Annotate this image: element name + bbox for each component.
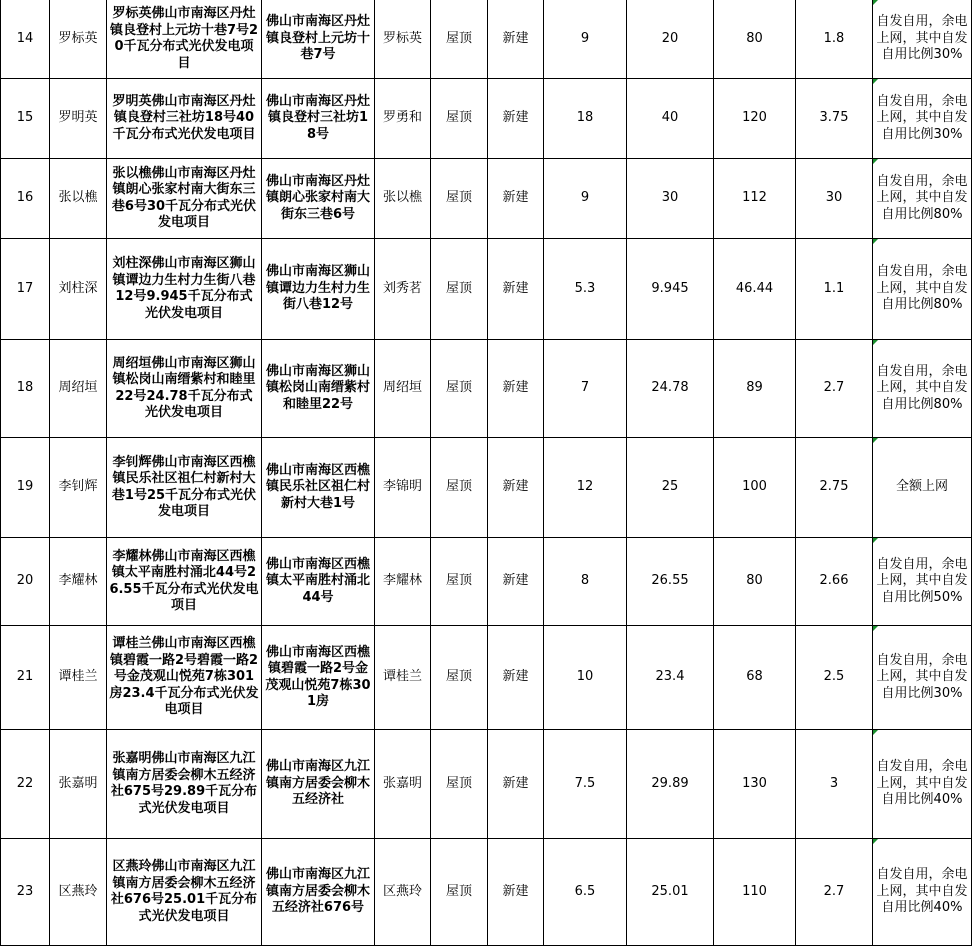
- cell-project-name: 罗标英佛山市南海区丹灶镇良登村上元坊十巷7号20千瓦分布式光伏发电项目: [107, 0, 262, 79]
- table-row: [1, 340, 972, 438]
- cell-address: 佛山市南海区狮山镇谭边力生村力生街八巷12号: [262, 239, 375, 340]
- cell-capacity: 29.89: [627, 730, 714, 839]
- cell-annual: 2.7: [796, 839, 873, 946]
- cell-area: 10: [544, 626, 627, 730]
- cell-capacity: 25: [627, 438, 714, 538]
- cell-address: 佛山市南海区丹灶镇良登村三社坊18号: [262, 79, 375, 159]
- cell-project-name: 李钊辉佛山市南海区西樵镇民乐社区祖仁村新村大巷1号25千瓦分布式光伏发电项目: [107, 438, 262, 538]
- cell-area: 9: [544, 0, 627, 79]
- cell-project-name: 刘柱深佛山市南海区狮山镇谭边力生村力生街八巷12号9.945千瓦分布式光伏发电项目: [107, 239, 262, 340]
- cell-no: 17: [1, 239, 50, 340]
- cell-address: 佛山市南海区西樵镇碧霞一路2号金茂观山悦苑7栋301房: [262, 626, 375, 730]
- cell-grid-mode: 自发自用，余电上网，其中自发自用比例40%: [873, 839, 972, 946]
- cell-address: 佛山市南海区狮山镇松岗山南缙紫村和睦里22号: [262, 340, 375, 438]
- cell-grid-mode: 自发自用，余电上网，其中自发自用比例40%: [873, 730, 972, 839]
- cell-annual: 1.1: [796, 239, 873, 340]
- cell-applicant: 周绍垣: [50, 340, 107, 438]
- cell-project-name: 张以樵佛山市南海区丹灶镇朗心张家村南大街东三巷6号30千瓦分布式光伏发电项目: [107, 159, 262, 239]
- cell-status: 新建: [488, 0, 544, 79]
- cell-no: 22: [1, 730, 50, 839]
- cell-grid-mode: 全额上网: [873, 438, 972, 538]
- cell-owner: 罗勇和: [375, 79, 431, 159]
- cell-no: 20: [1, 538, 50, 626]
- cell-investment: 89: [714, 340, 796, 438]
- cell-install-type: 屋顶: [431, 79, 488, 159]
- cell-area: 8: [544, 538, 627, 626]
- cell-capacity: 25.01: [627, 839, 714, 946]
- cell-owner: 罗标英: [375, 0, 431, 79]
- cell-owner: 张嘉明: [375, 730, 431, 839]
- cell-owner: 谭桂兰: [375, 626, 431, 730]
- table-row: [1, 239, 972, 340]
- cell-status: 新建: [488, 438, 544, 538]
- cell-annual: 2.75: [796, 438, 873, 538]
- cell-annual: 2.66: [796, 538, 873, 626]
- cell-capacity: 40: [627, 79, 714, 159]
- cell-grid-mode: 自发自用，余电上网，其中自发自用比例30%: [873, 79, 972, 159]
- cell-applicant: 谭桂兰: [50, 626, 107, 730]
- cell-status: 新建: [488, 626, 544, 730]
- cell-grid-mode: 自发自用，余电上网，其中自发自用比例80%: [873, 159, 972, 239]
- table-row: [1, 730, 972, 839]
- cell-no: 19: [1, 438, 50, 538]
- cell-owner: 张以樵: [375, 159, 431, 239]
- cell-applicant: 罗标英: [50, 0, 107, 79]
- cell-applicant: 刘柱深: [50, 239, 107, 340]
- cell-annual: 3.75: [796, 79, 873, 159]
- cell-install-type: 屋顶: [431, 438, 488, 538]
- cell-investment: 100: [714, 438, 796, 538]
- cell-owner: 刘秀茗: [375, 239, 431, 340]
- cell-area: 6.5: [544, 839, 627, 946]
- cell-address: 佛山市南海区丹灶镇朗心张家村南大街东三巷6号: [262, 159, 375, 239]
- cell-investment: 68: [714, 626, 796, 730]
- cell-status: 新建: [488, 839, 544, 946]
- table-body: [1, 0, 972, 946]
- cell-owner: 区燕玲: [375, 839, 431, 946]
- table-row: [1, 438, 972, 538]
- cell-capacity: 24.78: [627, 340, 714, 438]
- cell-address: 佛山市南海区西樵镇民乐社区祖仁村新村大巷1号: [262, 438, 375, 538]
- cell-project-name: 张嘉明佛山市南海区九江镇南方居委会柳木五经济社675号29.89千瓦分布式光伏发电项目: [107, 730, 262, 839]
- cell-install-type: 屋顶: [431, 730, 488, 839]
- cell-no: 16: [1, 159, 50, 239]
- cell-grid-mode: 自发自用，余电上网，其中自发自用比例30%: [873, 0, 972, 79]
- cell-install-type: 屋顶: [431, 340, 488, 438]
- cell-status: 新建: [488, 159, 544, 239]
- cell-area: 9: [544, 159, 627, 239]
- cell-install-type: 屋顶: [431, 239, 488, 340]
- cell-address: 佛山市南海区九江镇南方居委会柳木五经济社: [262, 730, 375, 839]
- cell-owner: 李耀林: [375, 538, 431, 626]
- cell-project-name: 周绍垣佛山市南海区狮山镇松岗山南缙紫村和睦里22号24.78千瓦分布式光伏发电项目: [107, 340, 262, 438]
- table-row: [1, 159, 972, 239]
- cell-annual: 3: [796, 730, 873, 839]
- cell-investment: 130: [714, 730, 796, 839]
- cell-no: 15: [1, 79, 50, 159]
- cell-investment: 80: [714, 0, 796, 79]
- table-row: [1, 538, 972, 626]
- cell-capacity: 23.4: [627, 626, 714, 730]
- cell-grid-mode: 自发自用，余电上网，其中自发自用比例50%: [873, 538, 972, 626]
- cell-grid-mode: 自发自用，余电上网，其中自发自用比例30%: [873, 626, 972, 730]
- cell-owner: 周绍垣: [375, 340, 431, 438]
- table-row: [1, 839, 972, 946]
- cell-no: 23: [1, 839, 50, 946]
- cell-investment: 46.44: [714, 239, 796, 340]
- cell-applicant: 李钊辉: [50, 438, 107, 538]
- cell-address: 佛山市南海区丹灶镇良登村上元坊十巷7号: [262, 0, 375, 79]
- cell-no: 21: [1, 626, 50, 730]
- cell-annual: 2.5: [796, 626, 873, 730]
- cell-grid-mode: 自发自用，余电上网，其中自发自用比例80%: [873, 239, 972, 340]
- cell-applicant: 区燕玲: [50, 839, 107, 946]
- cell-capacity: 9.945: [627, 239, 714, 340]
- table-row: [1, 79, 972, 159]
- cell-status: 新建: [488, 340, 544, 438]
- cell-address: 佛山市南海区九江镇南方居委会柳木五经济社676号: [262, 839, 375, 946]
- cell-investment: 120: [714, 79, 796, 159]
- cell-project-name: 谭桂兰佛山市南海区西樵镇碧霞一路2号碧霞一路2号金茂观山悦苑7栋301房23.4千瓦分布式光伏发电项目: [107, 626, 262, 730]
- cell-address: 佛山市南海区西樵镇太平南胜村涌北44号: [262, 538, 375, 626]
- cell-status: 新建: [488, 730, 544, 839]
- cell-area: 5.3: [544, 239, 627, 340]
- cell-project-name: 李耀林佛山市南海区西樵镇太平南胜村涌北44号26.55千瓦分布式光伏发电项目: [107, 538, 262, 626]
- cell-no: 14: [1, 0, 50, 79]
- cell-capacity: 26.55: [627, 538, 714, 626]
- cell-annual: 30: [796, 159, 873, 239]
- cell-investment: 112: [714, 159, 796, 239]
- cell-grid-mode: 自发自用，余电上网，其中自发自用比例80%: [873, 340, 972, 438]
- cell-install-type: 屋顶: [431, 0, 488, 79]
- cell-applicant: 罗明英: [50, 79, 107, 159]
- cell-annual: 1.8: [796, 0, 873, 79]
- cell-owner: 李锦明: [375, 438, 431, 538]
- cell-capacity: 20: [627, 0, 714, 79]
- cell-install-type: 屋顶: [431, 839, 488, 946]
- cell-applicant: 张以樵: [50, 159, 107, 239]
- cell-capacity: 30: [627, 159, 714, 239]
- cell-annual: 2.7: [796, 340, 873, 438]
- cell-project-name: 区燕玲佛山市南海区九江镇南方居委会柳木五经济社676号25.01千瓦分布式光伏发电项目: [107, 839, 262, 946]
- table-row: [1, 626, 972, 730]
- cell-applicant: 张嘉明: [50, 730, 107, 839]
- cell-investment: 110: [714, 839, 796, 946]
- cell-no: 18: [1, 340, 50, 438]
- cell-area: 7: [544, 340, 627, 438]
- table-row: [1, 0, 972, 79]
- cell-install-type: 屋顶: [431, 159, 488, 239]
- cell-status: 新建: [488, 79, 544, 159]
- cell-status: 新建: [488, 538, 544, 626]
- cell-status: 新建: [488, 239, 544, 340]
- cell-area: 7.5: [544, 730, 627, 839]
- cell-install-type: 屋顶: [431, 538, 488, 626]
- cell-project-name: 罗明英佛山市南海区丹灶镇良登村三社坊18号40千瓦分布式光伏发电项目: [107, 79, 262, 159]
- cell-install-type: 屋顶: [431, 626, 488, 730]
- cell-investment: 80: [714, 538, 796, 626]
- cell-area: 18: [544, 79, 627, 159]
- cell-area: 12: [544, 438, 627, 538]
- cell-applicant: 李耀林: [50, 538, 107, 626]
